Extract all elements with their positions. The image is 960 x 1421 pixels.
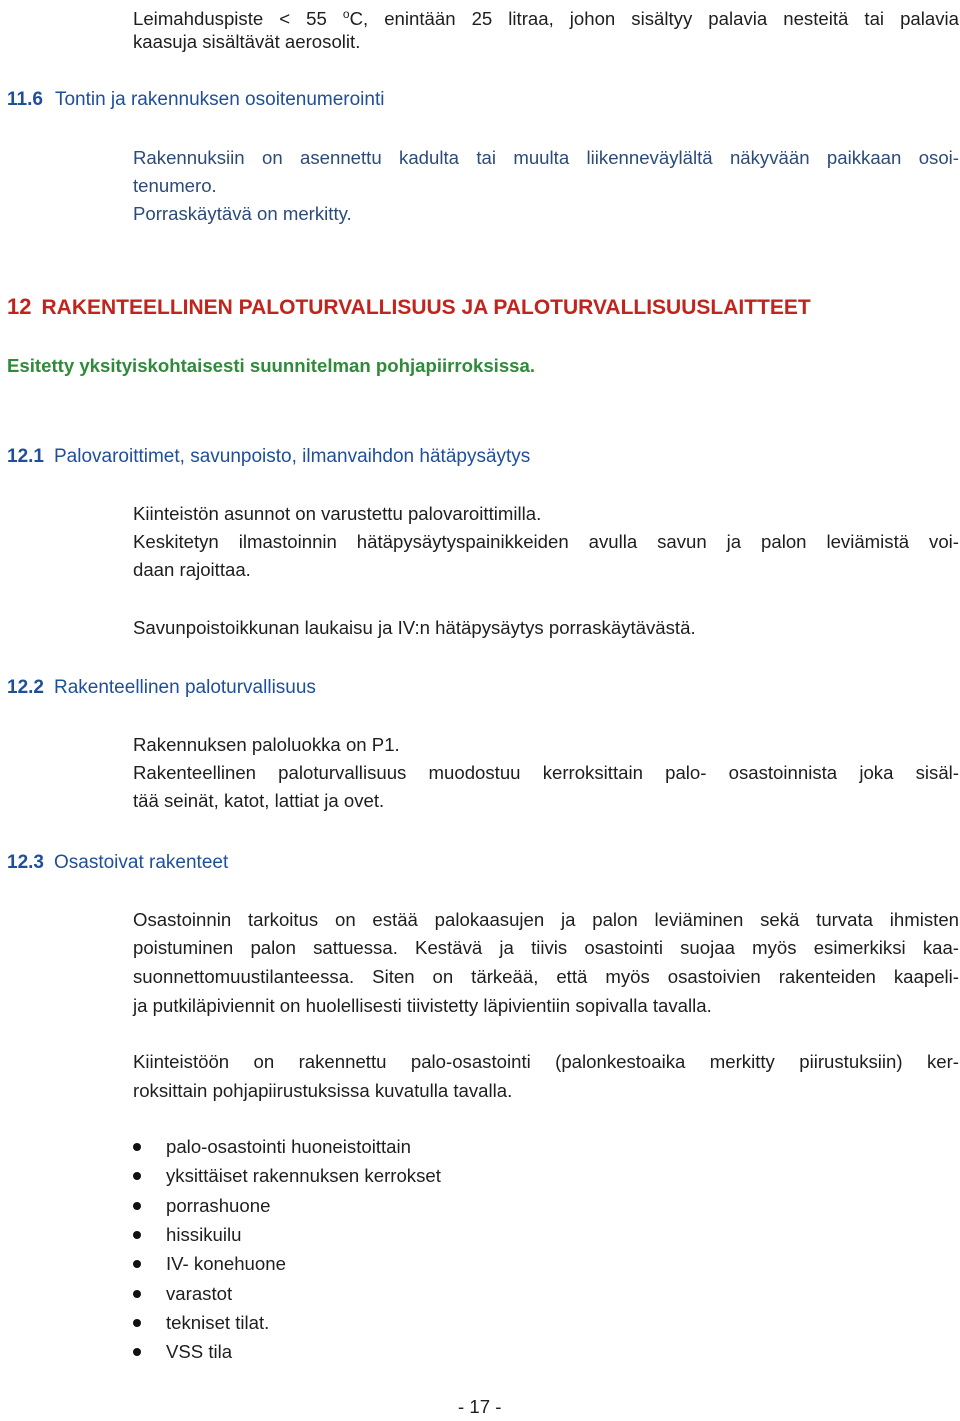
section-12-3-heading [7, 849, 228, 877]
section-title: Tontin ja rakennuksen osoitenumerointi [54, 89, 385, 110]
s12-1-p1: Kiinteistön asunnot on varustettu palovaroittimilla. [133, 503, 542, 524]
s11-6-p1-line1: Rakennuksiin on asennettu kadulta tai muulta liikenneväylältä näkyvään paikkaan osoi- [133, 147, 959, 168]
s12-1-p2-line1: Keskitetyn ilmastoinnin hätäpysäytyspainikkeiden avulla savun ja palon leviämistä voi- [133, 531, 959, 552]
bullet-icon [133, 1348, 141, 1356]
bullet-icon [133, 1260, 141, 1268]
s12-3-p2-line2: roksittain pohjapiirustuksissa kuvatulla tavalla. [133, 1080, 513, 1101]
intro-line-2: kaasuja sisältävät aerosolit. [133, 31, 361, 52]
section-12-2-heading [7, 674, 316, 702]
s12-1-p2-line2: daan rajoittaa. [133, 559, 251, 580]
s12-3-p2-line1: Kiinteistöön on rakennettu palo-osastointi (palonkestoaika merkitty piirustuksiin) ker- [133, 1051, 959, 1072]
section-title: Osastoivat rakenteet [53, 852, 229, 873]
section-title: RAKENTEELLINEN PALOTURVALLISUUS JA PALOTURVALLISUUSLAITTEET [41, 296, 811, 319]
section-number: 12.2 [7, 677, 44, 698]
bullet-icon [133, 1290, 141, 1298]
section-number: 12.3 [7, 852, 44, 873]
s12-2-p1: Rakennuksen paloluokka on P1. [133, 734, 400, 755]
list-item-label: tekniset tilat. [166, 1312, 270, 1333]
s12-3-p1-line1: Osastoinnin tarkoitus on estää palokaasujen ja palon leviäminen sekä turvata ihmisten [133, 909, 959, 930]
section-12-1-heading [7, 443, 530, 471]
s12-3-p1-line2: poistuminen palon sattuessa. Kestävä ja tiivis osastointi suojaa myös esimerkiksi kaa- [133, 937, 959, 958]
s12-2-p2-line2: tää seinät, katot, lattiat ja ovet. [133, 790, 385, 811]
s12-1-p3: Savunpoistoikkunan laukaisu ja IV:n hätäpysäytys porraskäytävästä. [133, 617, 696, 638]
section-number: 12.1 [7, 446, 44, 467]
section-12-subtitle: Esitetty yksityiskohtaisesti suunnitelman pohjapiirroksissa. [7, 355, 536, 376]
list-item-label: IV- konehuone [166, 1253, 286, 1274]
list-item-label: yksittäiset rakennuksen kerrokset [166, 1165, 441, 1186]
s12-2-p2-line1: Rakenteellinen paloturvallisuus muodostuu kerroksittain palo- osastoinnista joka sisäl- [133, 762, 959, 783]
s12-3-p1-line4: ja putkiläpiviennit on huolellisesti tiivistetty läpivientiin sopivalla tavalla. [133, 995, 712, 1016]
section-title: Palovaroittimet, savunpoisto, ilmanvaihdon hätäpysäytys [53, 446, 531, 467]
bullet-icon [133, 1231, 141, 1239]
list-item-label: hissikuilu [166, 1224, 242, 1245]
list-item-label: porrashuone [166, 1195, 271, 1216]
s11-6-p1-line2: tenumero. [133, 175, 217, 196]
bullet-icon [133, 1172, 141, 1180]
section-12-heading [7, 291, 811, 324]
s12-3-p1-line3: suonnettomuustilanteessa. Siten on tärkeää, että myös osastoivien rakenteiden kaapeli- [133, 966, 959, 987]
list-item-label: varastot [166, 1283, 233, 1304]
s11-6-p2: Porraskäytävä on merkitty. [133, 203, 352, 224]
section-number: 11.6 [7, 89, 43, 110]
section-number: 12 [7, 294, 32, 319]
list-item-label: palo-osastointi huoneistoittain [166, 1136, 411, 1157]
page-number: - 17 - [458, 1396, 502, 1417]
intro-line-1: Leimahduspiste < 55 $^o$C, enintään 25 litraa, johon sisältyy palavia nesteitä tai palavia [133, 7, 959, 30]
bullet-icon [133, 1319, 141, 1327]
list-item-label: VSS tila [166, 1341, 233, 1362]
bullet-icon [133, 1202, 141, 1210]
bullet-icon [133, 1143, 141, 1151]
section-11-6-heading [7, 86, 384, 114]
section-title: Rakenteellinen paloturvallisuus [53, 677, 316, 698]
